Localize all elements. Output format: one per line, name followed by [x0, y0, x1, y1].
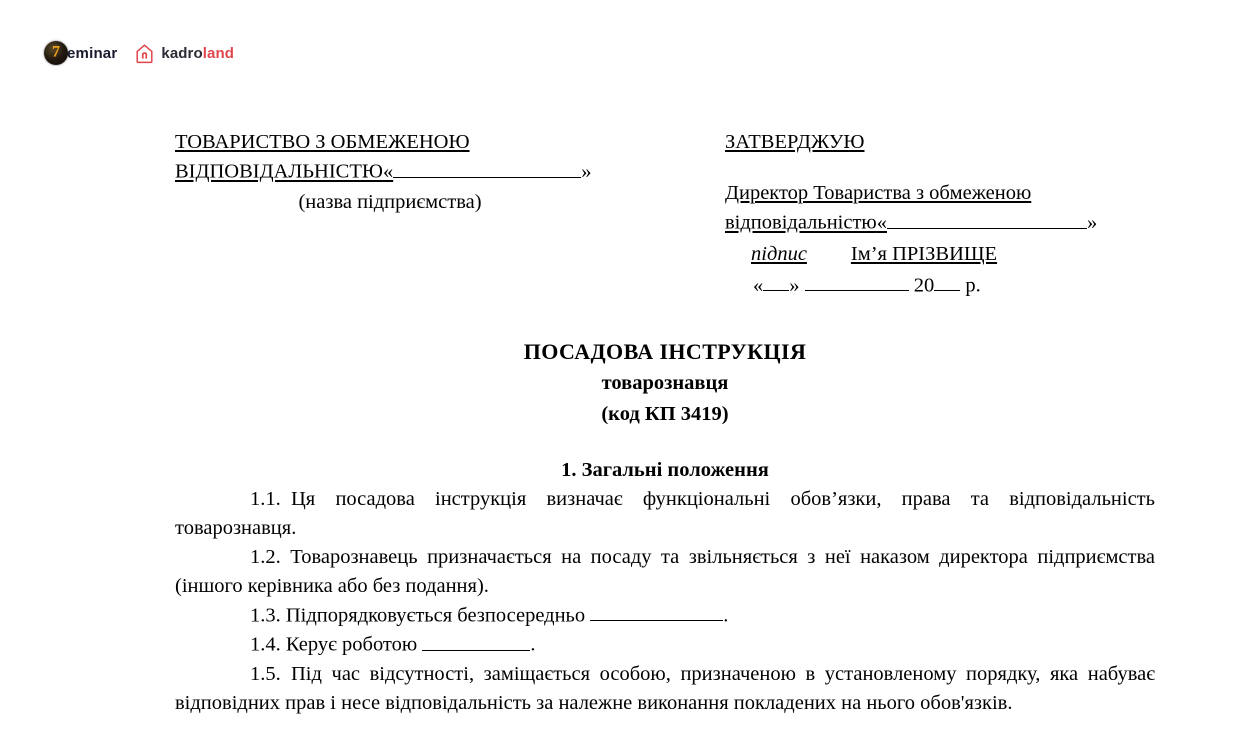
clause-1-3	[175, 601, 1155, 630]
kadroland-wordmark	[161, 45, 234, 62]
document-job-code: (код КП 3419)	[601, 403, 729, 426]
signature-label: підпис	[751, 242, 807, 265]
clause-1-5-number: 1.5.	[250, 662, 281, 685]
seminar-seven-icon	[44, 41, 68, 65]
date-year-suffix: р.	[965, 274, 981, 297]
clause-1-5-text: Під час відсутності, заміщається особою, призначеною в установленому порядку, яка набуває відповідних прав і несе відповідальність за належне виконання покладених на нього обов'язків.	[175, 662, 1155, 714]
clause-1-1-text: Ця посадова інструкція визначає функціональні обов’язки, права та відповідальність товарознавця.	[175, 488, 1155, 539]
organization-block	[175, 128, 675, 217]
brand-bar	[44, 38, 234, 68]
clause-1-4	[175, 630, 1155, 659]
clause-1-3-blank[interactable]	[590, 601, 723, 621]
director-line-2-text: відповідальністю	[725, 211, 877, 234]
director-quote-open: «	[876, 211, 887, 234]
organization-quote-open: «	[382, 160, 394, 183]
director-name-label: Ім’я ПРІЗВИЩЕ	[850, 242, 998, 265]
clause-1-3-period: .	[723, 604, 729, 627]
date-year-prefix: 20	[913, 274, 935, 297]
clause-1-5	[175, 660, 1155, 718]
seminar-wordmark: eminar	[67, 44, 118, 62]
clause-1-1-number: 1.1.	[250, 488, 281, 510]
section-body	[175, 485, 1155, 718]
clause-1-1	[175, 485, 1155, 543]
clause-1-4-number: 1.4.	[250, 633, 281, 656]
date-quote-open: «	[753, 274, 764, 297]
clause-1-2-number: 1.2.	[250, 546, 281, 568]
organization-line-1	[175, 128, 675, 157]
clause-1-3-number: 1.3.	[250, 604, 281, 627]
clause-1-2-text: Товарознавець призначається на посаду та звільняється з неї наказом директора підприємства (іншого керівника або без подання).	[175, 546, 1155, 597]
approval-block	[725, 128, 1155, 300]
director-line-1-text: Директор Товариства з обмеженою	[725, 182, 1032, 205]
organization-line-2	[175, 157, 675, 187]
director-quote-close: »	[1086, 211, 1098, 234]
clause-1-4-text: Керує роботою	[285, 633, 418, 656]
director-org-blank[interactable]	[887, 208, 1087, 228]
seminar-logo[interactable]	[44, 41, 117, 65]
home-outline-icon	[135, 43, 154, 64]
date-year-blank[interactable]	[934, 271, 960, 291]
date-day-blank[interactable]	[763, 271, 789, 291]
date-month-blank[interactable]	[805, 271, 909, 291]
section-heading: 1. Загальні положення	[561, 459, 769, 481]
kadroland-wordmark-red: land	[202, 44, 234, 62]
document-title-block	[175, 336, 1155, 429]
clause-1-3-text: Підпорядковується безпосередньо	[285, 604, 586, 627]
date-row	[725, 271, 1155, 301]
clause-1-2	[175, 543, 1155, 601]
organization-line-1-text: ТОВАРИСТВО З ОБМЕЖЕНОЮ	[175, 131, 470, 153]
clause-1-4-blank[interactable]	[422, 630, 530, 650]
seminar-seven-glyph: 7	[52, 43, 60, 61]
organization-caption: (назва підприємства)	[298, 190, 482, 213]
signature-row	[725, 240, 1155, 269]
document-title: ПОСАДОВА ІНСТРУКЦІЯ	[523, 339, 807, 364]
date-quote-close: »	[789, 274, 800, 297]
organization-quote-close: »	[581, 160, 592, 183]
document-header	[175, 128, 1155, 300]
organization-line-2-text: ВІДПОВІДАЛЬНІСТЮ	[175, 160, 383, 183]
organization-name-blank[interactable]	[393, 157, 581, 177]
director-line-2	[725, 208, 1155, 238]
clause-1-4-period: .	[530, 633, 536, 656]
director-block	[725, 179, 1155, 300]
document-subtitle: товарознавця	[601, 372, 729, 395]
kadroland-logo[interactable]	[135, 43, 234, 64]
kadroland-wordmark-dark: kadro	[161, 44, 203, 62]
approval-label: ЗАТВЕРДЖУЮ	[725, 131, 865, 153]
director-line-1	[725, 179, 1155, 208]
